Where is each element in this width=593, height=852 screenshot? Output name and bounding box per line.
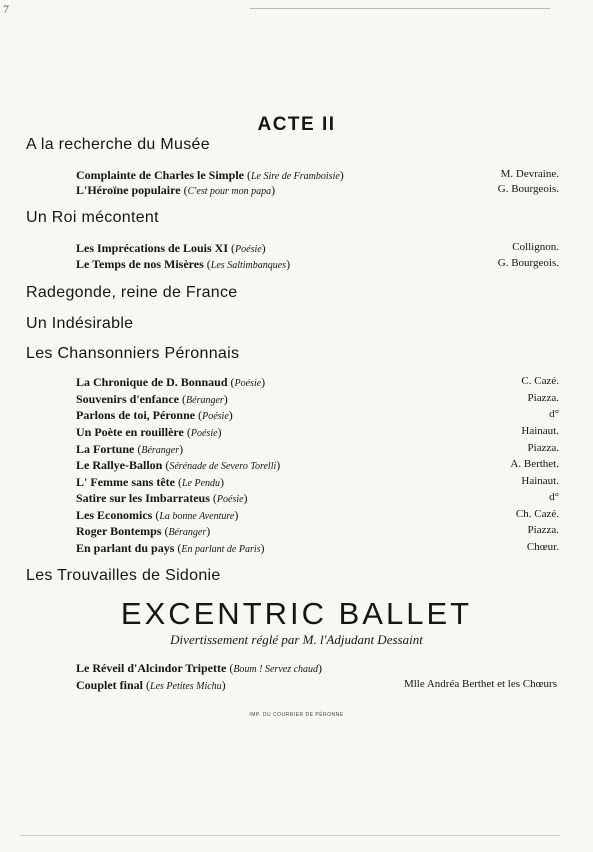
scan-artifact-line	[20, 835, 560, 836]
entry-note: En parlant de Paris	[181, 544, 261, 555]
entry-note: Sérénade de Severo Torelli	[169, 461, 277, 472]
entry-note: Le Pendu	[181, 478, 221, 489]
page-corner-mark: 7	[3, 2, 9, 16]
program-entry: Souvenirs d'enfance (Béranger) Piazza.	[76, 392, 559, 406]
program-entry: Les Imprécations de Louis XI (Poésie) Collignon.	[76, 241, 559, 255]
entry-title: En parlant du pays	[76, 541, 175, 555]
program-entry: Satire sur les Imbarrateus (Poésie) d°	[76, 491, 559, 505]
entry-performer: Piazza.	[527, 392, 559, 404]
entry-performer: G. Bourgeois.	[497, 183, 559, 195]
entry-title: Satire sur les Imbarrateus	[76, 491, 210, 505]
program-entry: En parlant du pays (En parlant de Paris) Chœur.	[76, 541, 559, 555]
program-entry: La Chronique de D. Bonnaud (Poésie) C. Cazé.	[76, 375, 559, 389]
ballet-title: EXCENTRIC BALLET	[120, 596, 473, 631]
program-entry: L' Femme sans tête (Le Pendu) Hainaut.	[76, 475, 559, 489]
entry-title: L' Femme sans tête	[76, 475, 175, 489]
program-entry: L'Héroïne populaire (C'est pour mon papa) G. Bourgeois.	[76, 183, 559, 197]
entry-title: Le Réveil d'Alcindor Tripette	[76, 661, 227, 675]
entry-title: Complainte de Charles le Simple	[76, 168, 244, 182]
entry-title: Un Poète en rouillère	[76, 425, 184, 439]
entry-note: Poésie	[190, 428, 218, 439]
entry-performer: G. Bourgeois.	[497, 257, 559, 269]
entry-note: C'est pour mon papa	[187, 186, 272, 197]
program-entry: Le Temps de nos Misères (Les Saltimbanques) G. Bourgeois.	[76, 257, 559, 271]
program-entry: Parlons de toi, Péronne (Poésie) d°	[76, 408, 559, 422]
act-title: ACTE II	[257, 114, 336, 135]
program-entry: Roger Bontemps (Béranger) Piazza.	[76, 524, 559, 538]
program-entry: Le Rallye-Ballon (Sérénade de Severo Torelli) A. Berthet.	[76, 458, 559, 472]
entry-title: Les Imprécations de Louis XI	[76, 241, 229, 255]
entry-performer: Hainaut.	[521, 475, 559, 487]
entry-title: Couplet final	[76, 678, 144, 692]
program-entry: Complainte de Charles le Simple (Le Sire de Framboisie) M. Devraine.	[76, 168, 559, 182]
entry-performer: C. Cazé.	[521, 375, 559, 387]
entry-performer: Ch. Cazé.	[515, 508, 559, 520]
entry-performer: A. Berthet.	[510, 458, 559, 470]
entry-performer: Chœur.	[526, 541, 559, 553]
program-entry: Couplet final (Les Petites Michu) Mlle Andréa Berthet et les Chœurs	[76, 678, 557, 692]
entry-title: Parlons de toi, Péronne	[76, 408, 196, 422]
entry-title: Roger Bontemps	[76, 524, 162, 538]
entry-title: Le Temps de nos Misères	[76, 257, 204, 271]
section-heading: Un Indésirable	[26, 315, 134, 332]
entry-title: Les Economics	[76, 508, 153, 522]
entry-performer: M. Devraine.	[500, 168, 559, 180]
section-heading: Un Roi mécontent	[26, 209, 159, 226]
entry-title: La Chronique de D. Bonnaud	[76, 375, 228, 389]
scan-artifact-line	[250, 8, 550, 9]
section-heading: A la recherche du Musée	[26, 136, 210, 153]
entry-note: Béranger	[168, 527, 207, 538]
entry-performer: Hainaut.	[521, 425, 559, 437]
program-entry: Les Economics (La bonne Aventure) Ch. Cazé.	[76, 508, 559, 522]
entry-title: Souvenirs d'enfance	[76, 392, 180, 406]
section-heading: Les Trouvailles de Sidonie	[26, 567, 221, 584]
entry-title: Le Rallye-Ballon	[76, 458, 163, 472]
entry-performer: d°	[549, 491, 559, 503]
entry-performer: d°	[549, 408, 559, 420]
program-entry: Le Réveil d'Alcindor Tripette (Boum ! Servez chaud)	[76, 661, 323, 675]
entry-title: La Fortune	[76, 442, 135, 456]
entry-note: Poésie	[235, 244, 262, 255]
entry-performer: Piazza.	[527, 442, 559, 454]
entry-performer: Piazza.	[527, 524, 559, 536]
printer-imprint: IMP. DU COURRIER DE PÉRONNE	[249, 712, 344, 718]
entry-note: Les Saltimbanques	[210, 260, 287, 271]
ballet-subtitle: Divertissement réglé par M. l'Adjudant Dessaint	[170, 632, 423, 647]
entry-note: Le Sire de Framboisie	[251, 171, 340, 182]
section-heading: Radegonde, reine de France	[26, 284, 238, 301]
program-entry: La Fortune (Béranger) Piazza.	[76, 442, 559, 456]
section-heading: Les Chansonniers Péronnais	[26, 345, 240, 362]
program-entry: Un Poète en rouillère (Poésie) Hainaut.	[76, 425, 559, 439]
entry-note: Poésie	[202, 411, 229, 422]
entry-note: La bonne Aventure	[159, 511, 235, 522]
entry-note: Poésie	[234, 378, 262, 389]
entry-note: Les Petites Michu	[150, 681, 222, 692]
entry-note: Boum ! Servez chaud	[233, 664, 319, 675]
entry-performer: Mlle Andréa Berthet et les Chœurs	[403, 678, 557, 690]
entry-note: Poésie	[216, 494, 244, 505]
entry-note: Béranger	[186, 395, 224, 406]
entry-title: L'Héroïne populaire	[76, 183, 181, 197]
entry-note: Béranger	[141, 445, 180, 456]
entry-performer: Collignon.	[512, 241, 559, 253]
